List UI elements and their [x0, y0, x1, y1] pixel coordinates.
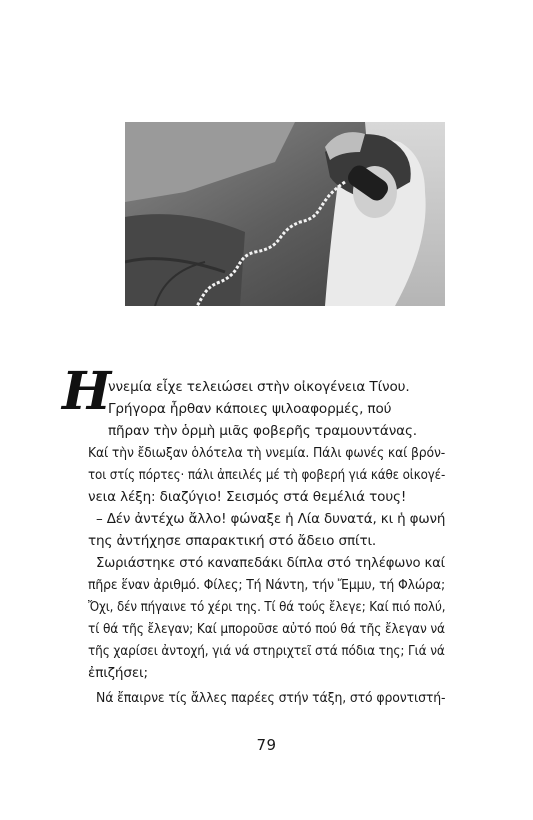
text-line-13: τῆς χαρίσει ἀντοχή, γιά νά στηριχτεῖ στά πόδια της; Γιά νά: [88, 643, 445, 659]
page-number: 79: [256, 736, 277, 754]
text-line-12: τί θά τῆς ἔλεγαν; Καί μποροῦσε αὐτό πού θά τῆς ἔλεγαν νά: [88, 621, 445, 637]
text-line-14: ἐπιζήσει;: [88, 665, 148, 681]
text-line-7: – Δέν ἀντέχω ἄλλο! φώναξε ἡ Λία δυνατά, κι ἡ φωνή: [96, 511, 446, 527]
text-line-3: πῆραν τὴν ὁρμὴ μιᾶς φοβερῆς τραμουντάνας.: [108, 423, 417, 439]
photo-girl-on-phone: [125, 122, 445, 306]
text-line-11: Ὄχι, δέν πήγαινε τό χέρι της. Τί θά τούς ἔλεγε; Καί πιό πολύ,: [88, 599, 446, 615]
text-line-4: Καί τὴν ἔδιωξαν ὁλότελα τὴ ννεμία. Πάλι φωνές καί βρόν-: [88, 445, 446, 461]
photo-girl-on-phone-icon: [125, 122, 445, 306]
text-line-9: Σωριάστηκε στό καναπεδάκι δίπλα στό τηλέφωνο καί: [96, 555, 445, 571]
text-line-15: Νά ἔπαιρνε τίς ἄλλες παρέες στήν τάξη, στό φροντιστή-: [96, 690, 446, 706]
text-line-6: νεια λέξη: διαζύγιο! Σεισμός στά θεμέλιά τους!: [88, 489, 407, 505]
text-line-1: ννεμία εἶχε τελειώσει στὴν οἰκογένεια Τίνου.: [108, 379, 410, 395]
text-line-2: Γρήγορα ἦρθαν κάποιες ψιλοαφορμές, πού: [108, 401, 392, 417]
text-line-10: πῆρε ἕναν ἀριθμό. Φίλες; Τή Νάντη, τήν Ἔμμυ, τή Φλώρα;: [88, 577, 446, 593]
drop-cap: Η: [62, 361, 112, 422]
text-line-5: τοι στίς πόρτες· πάλι ἀπειλές μέ τὴ φοβερή γιά κάθε οἰκογέ-: [88, 467, 446, 483]
text-line-8: της ἀντήχησε σπαρακτική στό ἄδειο σπίτι.: [88, 533, 377, 549]
